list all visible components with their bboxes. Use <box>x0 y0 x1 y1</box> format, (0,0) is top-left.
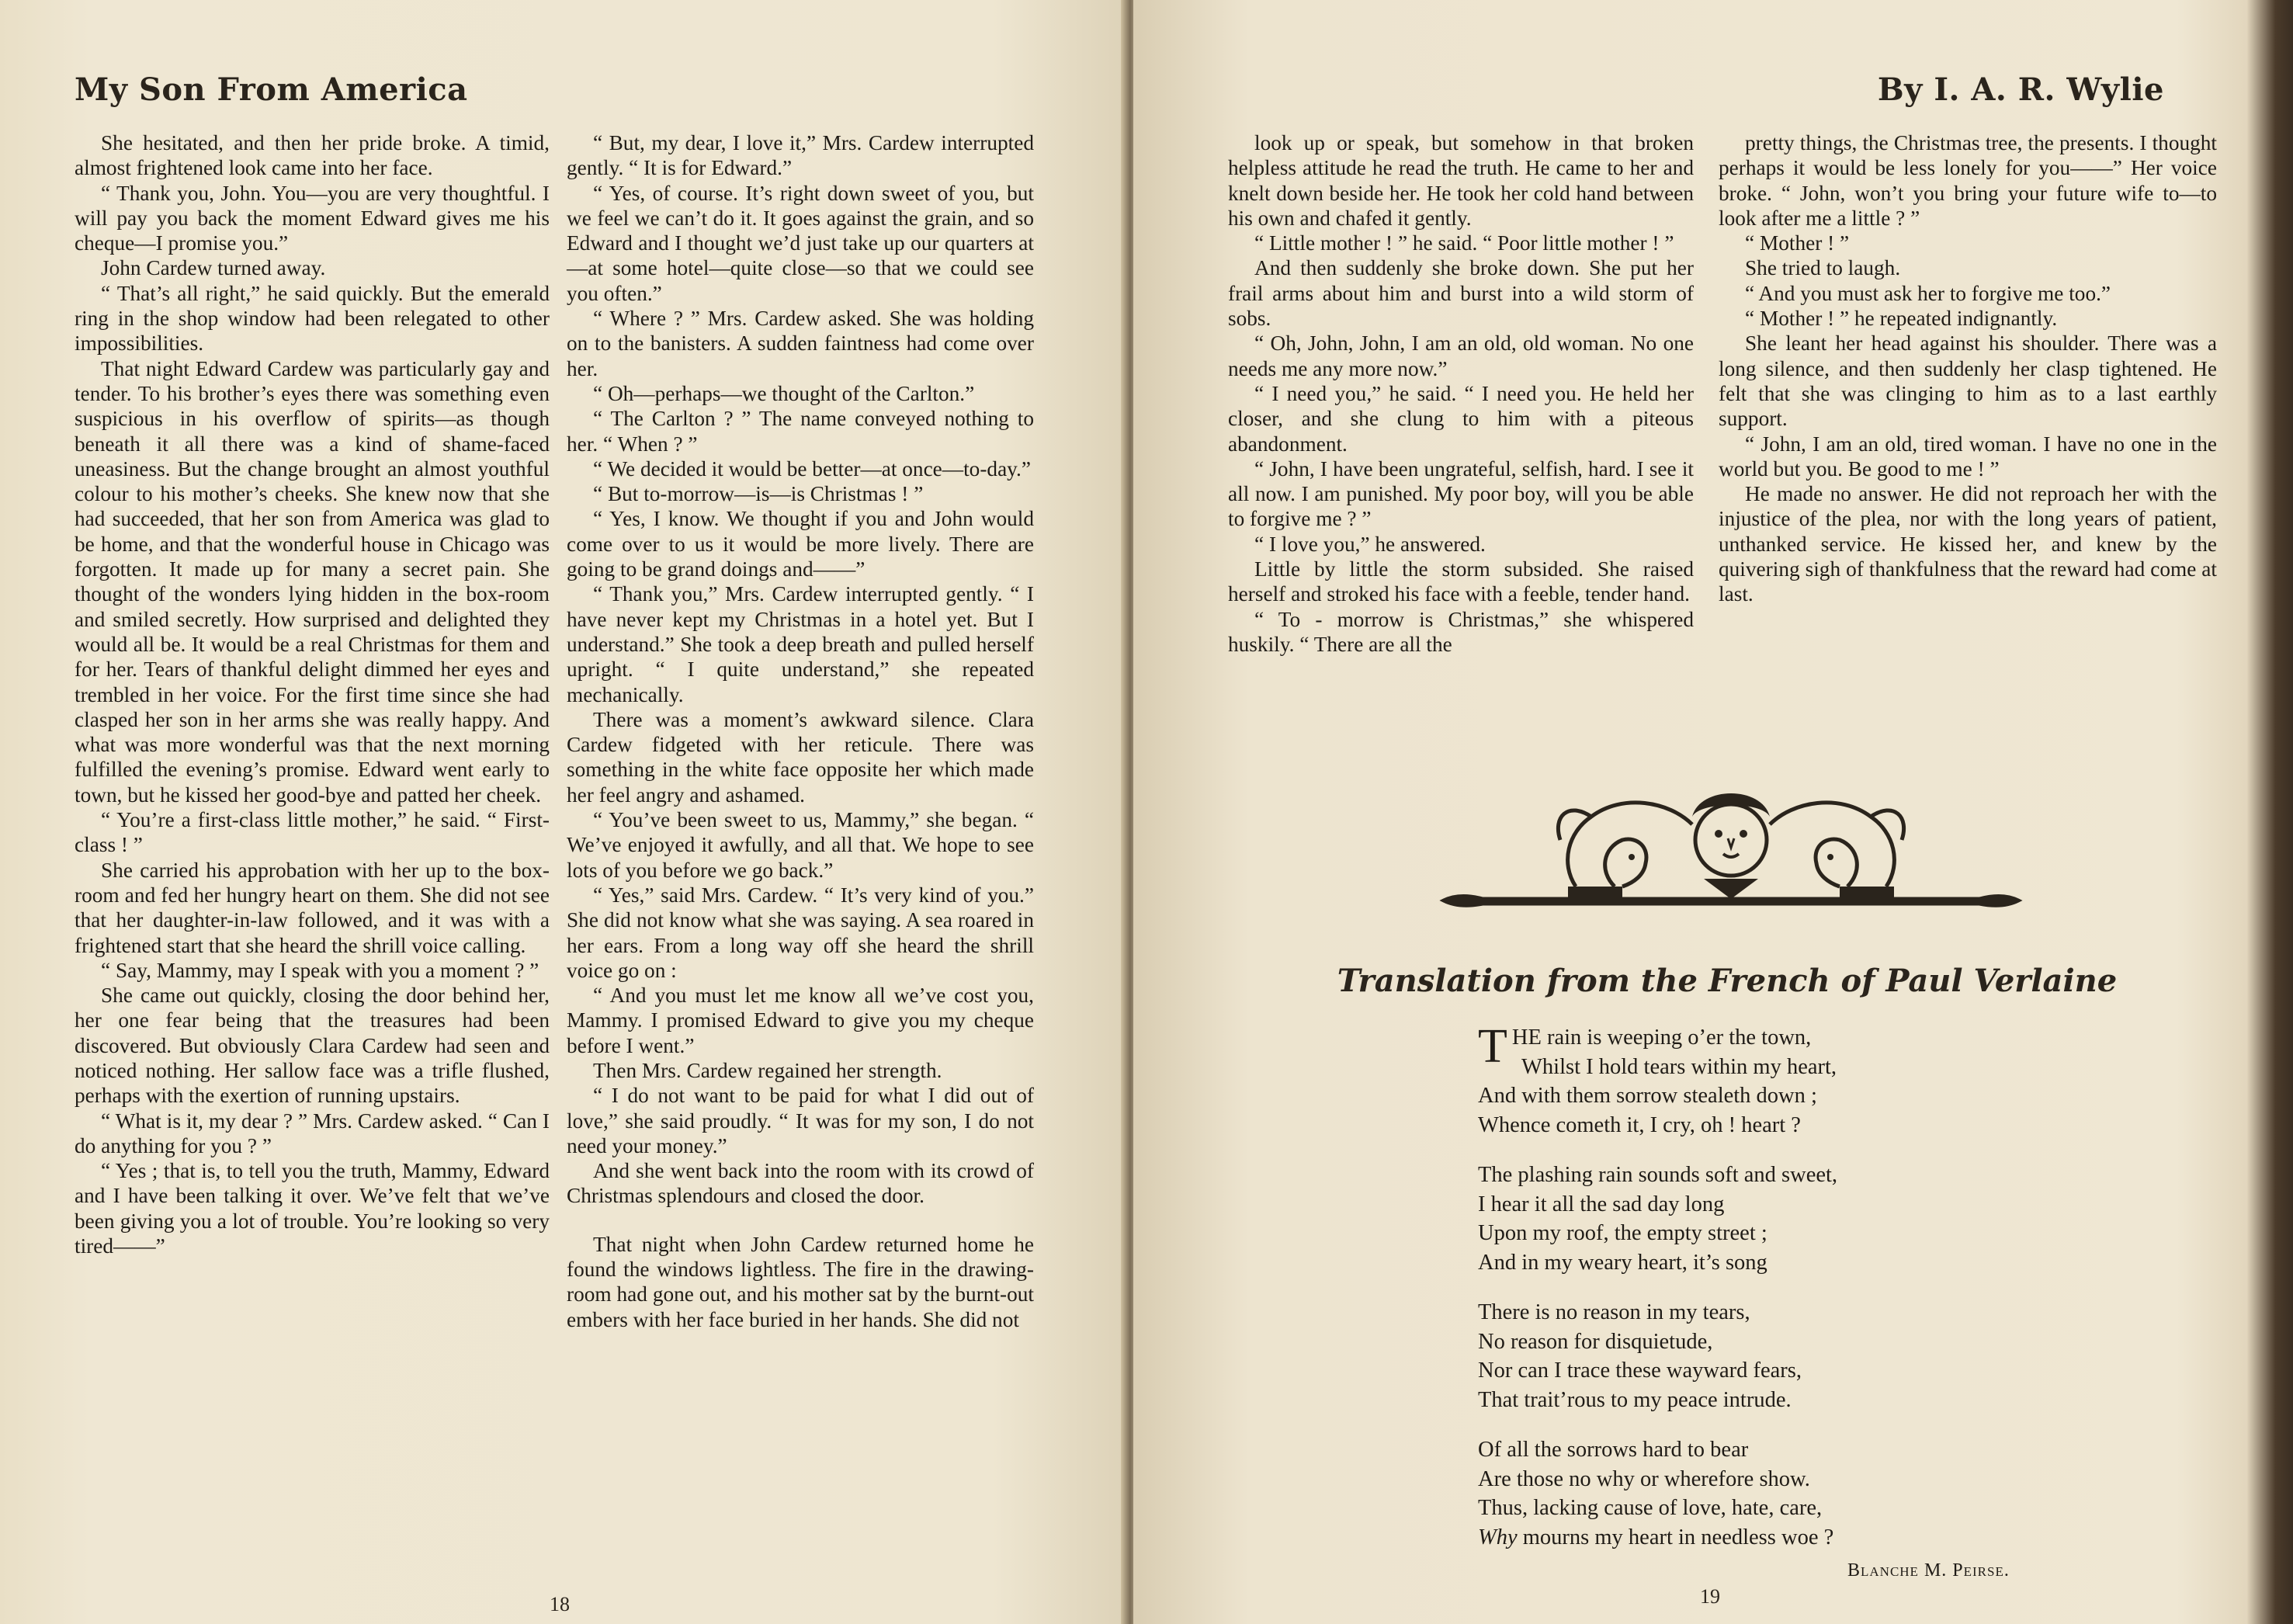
poem-line: Thus, lacking cause of love, hate, care, <box>1478 1496 1823 1520</box>
poem-line: Whilst I hold tears within my heart, <box>1521 1054 1837 1079</box>
poem-author: Blanche M. Peirse. <box>1847 1560 2010 1581</box>
paragraph: “ John, I have been ungrateful, selfish, hard. I see it all now. I am punished. My poor boy, will you be able to forgive me ? ” <box>1228 456 1694 531</box>
paragraph: “ Yes, of course. It’s right down sweet of you, but we feel we can’t do it. It goes against the grain, and so Edward and I thought we’d just take up our quarters at—at some hotel—quite close—so that we could see you often.” <box>567 181 1034 305</box>
poem-line: HE rain is weeping o’er the town, <box>1511 1025 1812 1050</box>
decorative-faces-ornament <box>1436 770 2026 918</box>
poem-title: Translation from the French of Paul Verlaine <box>1337 963 2118 999</box>
poem-line: I hear it all the sad day long <box>1478 1192 1725 1216</box>
paragraph: “ You’ve been sweet to us, Mammy,” she began. “ We’ve enjoyed it awfully, and all that. We hope to see lots of you before we go back.” <box>567 808 1034 882</box>
text-column-4 <box>1719 130 2217 607</box>
paragraph: “ You’re a first-class little mother,” he said. “ First-class ! ” <box>75 808 550 857</box>
poem-line: There is no reason in my tears, <box>1478 1300 1750 1324</box>
paragraph: “ And you must ask her to forgive me too.” <box>1745 281 2111 305</box>
paragraph-spacer <box>567 1209 1034 1232</box>
poem-line: Are those no why or wherefore show. <box>1478 1466 1810 1491</box>
poem-last-line <box>1478 1523 2037 1553</box>
paragraph: Then Mrs. Cardew regained her strength. <box>593 1058 942 1082</box>
page-number-right: 19 <box>1700 1585 1720 1608</box>
text-column-1 <box>75 130 550 1258</box>
poem-stanza-1 <box>1478 1020 2037 1140</box>
right-page <box>1133 0 2293 1624</box>
paragraph: There was a moment’s awkward silence. Clara Cardew fidgeted with her reticule. There was something in the white face opposite her which made her feel angry and ashamed. <box>567 707 1034 807</box>
paragraph: “ What is it, my dear ? ” Mrs. Cardew asked. “ Can I do anything for you ? ” <box>75 1109 550 1157</box>
paragraph: She came out quickly, closing the door behind her, her one fear being that the treasures had been discovered. But obviously Clara Cardew had seen and noticed nothing. Her sallow face was a trifle flushed, perhaps with the exertion of running upstairs. <box>75 984 550 1108</box>
poem-line: Of all the sorrows hard to bear <box>1478 1438 1749 1462</box>
poem-emphasis: Why <box>1478 1525 1518 1549</box>
paragraph: He made no answer. He did not reproach her with the injustice of the plea, nor with the long years of patient, unthanked service. He kissed her, and knew by the quivering sigh of thankfulness that the reward had come at last. <box>1719 482 2217 606</box>
paragraph: “ But to-morrow—is—is Christmas ! ” <box>593 482 924 506</box>
paragraph: “ That’s all right,” he said quickly. But the emerald ring in the shop window had been relegated to other impossibilities. <box>75 281 550 356</box>
paragraph: “ Where ? ” Mrs. Cardew asked. She was holding on to the banisters. A sudden faintness had come over her. <box>567 307 1034 380</box>
paragraph: “ Say, Mammy, may I speak with you a moment ? ” <box>101 958 539 982</box>
paragraph: “ The Carlton ? ” The name conveyed nothing to her. “ When ? ” <box>567 407 1034 456</box>
paragraph: look up or speak, but somehow in that broken helpless attitude he read the truth. He came to her and knelt down beside her. He took her cold hand between his own and chafed it gently. <box>1228 131 1694 230</box>
poem-line: Whence cometh it, I cry, oh ! heart ? <box>1478 1112 1801 1137</box>
page-number-left: 18 <box>550 1593 570 1615</box>
paragraph: “ Mother ! ” <box>1745 231 1850 255</box>
paragraph: And she went back into the room with its crowd of Christmas splendours and closed the door. <box>567 1159 1034 1208</box>
paragraph: “ I do not want to be paid for what I did out of love,” she said proudly. “ It was for my son, I do not need your money.” <box>567 1084 1034 1157</box>
paragraph: Little by little the storm subsided. She raised herself and stroked his face with a feeble, tender hand. <box>1228 557 1694 606</box>
paragraph: “ Yes, I know. We thought if you and John would come over to us it would be more lively. There are going to be grand doings and——” <box>567 507 1034 581</box>
poem-stanza-4 <box>1478 1435 2037 1552</box>
poem-line: mourns my heart in needless woe ? <box>1517 1525 1834 1549</box>
paragraph: And then suddenly she broke down. She put her frail arms about him and burst into a wild storm of sobs. <box>1228 256 1694 331</box>
poem-line: And with them sorrow stealeth down ; <box>1478 1084 1817 1108</box>
text-column-2 <box>567 130 1034 1332</box>
paragraph: “ I need you,” he said. “ I need you. He held her closer, and she clung to him with a piteous abandonment. <box>1228 381 1694 456</box>
paragraph: “ To - morrow is Christmas,” she whispered huskily. “ There are all the <box>1228 607 1694 656</box>
paragraph: “ Thank you,” Mrs. Cardew interrupted gently. “ I have never kept my Christmas in a hotel yet. But I understand.” She took a deep breath and pulled herself upright. “ I quite understand,” she repeated mechanically. <box>567 582 1034 706</box>
poem <box>1478 1020 2037 1573</box>
paragraph: That night when John Cardew returned home he found the windows lightless. The fire in the drawing-room had gone out, and his mother sat by the burnt-out embers with her face buried in her hands. She did not <box>567 1232 1034 1331</box>
paragraph: She carried his approbation with her up to the box-room and fed her hungry heart on them. She did not see that her daughter-in-law followed, and it was with a frightened start that she heard the shrill voice calling. <box>75 858 550 957</box>
paragraph: That night Edward Cardew was particularly gay and tender. To his brother’s eyes there was something even suspicious in his overflow of spirits—as though beneath it all there was a kind of shame-faced uneasiness. But the change brought an almost youthful colour to his mother’s cheeks. She knew now that she had succeeded, that her son from America was glad to be home, and that the wonderful house in Chicago was forgotten. It made up for many a secret pain. She thought of the wonders lying hidden in the box-room and smiled secretly. How surprised and delighted they would all be. It would be a real Christmas for them and for her. Tears of thankful delight dimmed her eyes and trembled in her voice. For the first time since she had clasped her son in her arms she was really happy. And what was more wonderful was that the next morning fulfilled the evening’s promise. Edward went early to town, but he kissed her good-bye and patted her cheek. <box>75 356 550 807</box>
poem-stanza-2 <box>1478 1161 2037 1277</box>
paragraph: She hesitated, and then her pride broke. A timid, almost frightened look came into her face. <box>75 131 550 180</box>
drop-cap: T <box>1478 1020 1507 1073</box>
poem-stanza-3 <box>1478 1298 2037 1414</box>
paragraph: “ Thank you, John. You—you are very thoughtful. I will pay you back the moment Edward gives me his cheque—I promise you.” <box>75 181 550 255</box>
poem-line: The plashing rain sounds soft and sweet, <box>1478 1163 1838 1187</box>
poem-line: Upon my roof, the empty street ; <box>1478 1221 1767 1245</box>
poem-line: That trait’rous to my peace intrude. <box>1478 1387 1792 1412</box>
paragraph: “ John, I am an old, tired woman. I have no one in the world but you. Be good to me ! ” <box>1719 432 2217 481</box>
running-head-author: By I. A. R. Wylie <box>1877 71 2164 108</box>
paragraph: “ Mother ! ” he repeated indignantly. <box>1745 307 2058 331</box>
paragraph: “ Oh—perhaps—we thought of the Carlton.” <box>593 381 975 405</box>
paragraph: “ But, my dear, I love it,” Mrs. Cardew interrupted gently. “ It is for Edward.” <box>567 131 1034 180</box>
paragraph: “ Oh, John, John, I am an old, old woman. No one needs me any more now.” <box>1228 331 1694 380</box>
poem-line: No reason for disquietude, <box>1478 1329 1713 1354</box>
poem-line: Nor can I trace these wayward fears, <box>1478 1359 1802 1383</box>
text-column-3 <box>1228 130 1694 657</box>
paragraph: “ And you must let me know all we’ve cost you, Mammy. I promised Edward to give you my cheque before I went.” <box>567 984 1034 1057</box>
paragraph: “ I love you,” he answered. <box>1254 532 1486 556</box>
paragraph: She leant her head against his shoulder. There was a long silence, and then suddenly her clasp tightened. He felt that she was clinging to him as to a last earthly support. <box>1719 331 2217 431</box>
paragraph: She tried to laugh. <box>1745 256 1901 280</box>
poem-line: And in my weary heart, it’s song <box>1478 1250 1767 1275</box>
paragraph: pretty things, the Christmas tree, the presents. I thought perhaps it would be less lonely for you——” Her voice broke. “ John, won’t you bring your future wife to—to look after me a little ? ” <box>1719 131 2217 230</box>
paragraph: John Cardew turned away. <box>101 256 326 280</box>
paragraph: “ Yes,” said Mrs. Cardew. “ It’s very kind of you.” She did not know what she was saying. A sea roared in her ears. From a long way off she heard the shrill voice go on : <box>567 883 1034 982</box>
left-page <box>0 0 1127 1624</box>
paragraph: “ Little mother ! ” he said. “ Poor little mother ! ” <box>1254 231 1674 255</box>
paragraph: “ We decided it would be better—at once—to-day.” <box>593 456 1031 481</box>
running-head-title: My Son From America <box>75 71 468 108</box>
paragraph: “ Yes ; that is, to tell you the truth, Mammy, Edward and I have been talking it over. We’ve felt that we’ve been giving you a lot of trouble. You’re looking so very tired——” <box>75 1159 550 1258</box>
